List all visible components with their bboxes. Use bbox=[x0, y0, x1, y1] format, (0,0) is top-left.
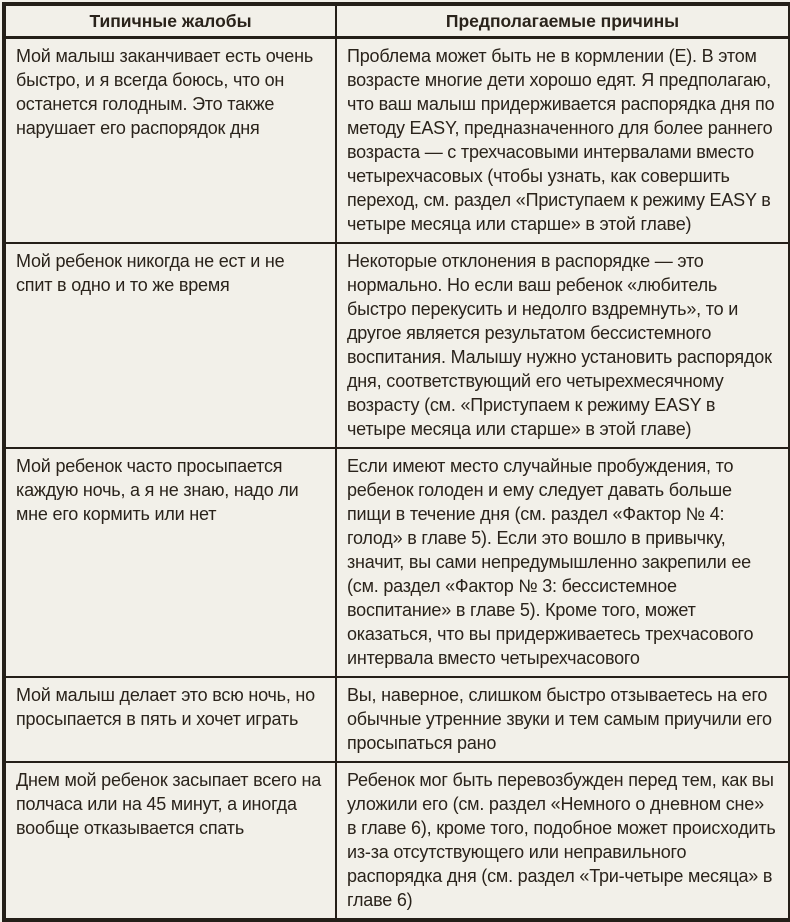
cause-cell: Некоторые отклонения в распорядке — это нормально. Но если ваш ребенок «любитель быстро перекусить и недолго вздремнуть», то и другое является результатом бессистемного воспитания. Малышу нужно установить распорядок дня, соответствующий его четырехмесячному возрасту (см. «Приступаем к режиму EASY в четыре месяца или старше» в этой главе) bbox=[336, 243, 790, 448]
cause-cell: Если имеют место случайные пробуждения, то ребенок голоден и ему следует давать больше пищи в течение дня (см. раздел «Фактор № 4: голод» в главе 5). Если это вошло в привычку, значит, вы сами непредумышленно закрепили ее (см. раздел «Фактор № 3: бессистемное воспитание» в главе 5). Кроме того, может оказаться, что вы придерживаетесь трехчасового интервала вместо четырехчасового bbox=[336, 448, 790, 677]
table-header-row bbox=[4, 4, 790, 38]
complaint-cell: Мой ребенок часто просыпается каждую ночь, а я не знаю, надо ли мне его кормить или нет bbox=[4, 448, 336, 677]
table-row bbox=[4, 677, 790, 762]
table-row bbox=[4, 448, 790, 677]
complaint-cell: Днем мой ребенок засыпает всего на полчаса или на 45 минут, а иногда вообще отказывается спать bbox=[4, 762, 336, 920]
cause-cell: Проблема может быть не в кормлении (Е). В этом возрасте многие дети хорошо едят. Я предполагаю, что ваш малыш придерживается распорядка дня по методу EASY, предназначенного для более раннего возраста — с трехчасовыми интервалами вместо четырехчасовых (чтобы узнать, как совершить переход, см. раздел «Приступаем к режиму EASY в четыре месяца или старше» в этой главе) bbox=[336, 38, 790, 244]
column-header-causes: Предполагаемые причины bbox=[336, 4, 790, 38]
table-row bbox=[4, 38, 790, 244]
complaint-cell: Мой малыш заканчивает есть очень быстро, и я всегда боюсь, что он останется голодным. Это также нарушает его распорядок дня bbox=[4, 38, 336, 244]
table-row bbox=[4, 762, 790, 920]
complaint-cell: Мой ребенок никогда не ест и не спит в одно и то же время bbox=[4, 243, 336, 448]
table-row bbox=[4, 243, 790, 448]
complaints-causes-table bbox=[2, 2, 790, 922]
cause-cell: Ребенок мог быть перевозбужден перед тем, как вы уложили его (см. раздел «Немного о дневном сне» в главе 6), кроме того, подобное может происходить из-за отсутствующего или неправильного распорядка дня (см. раздел «Три-четыре месяца» в главе 6) bbox=[336, 762, 790, 920]
cause-cell: Вы, наверное, слишком быстро отзываетесь на его обычные утренние звуки и тем самым приучили его просыпаться рано bbox=[336, 677, 790, 762]
complaint-cell: Мой малыш делает это всю ночь, но просыпается в пять и хочет играть bbox=[4, 677, 336, 762]
column-header-complaints: Типичные жалобы bbox=[4, 4, 336, 38]
